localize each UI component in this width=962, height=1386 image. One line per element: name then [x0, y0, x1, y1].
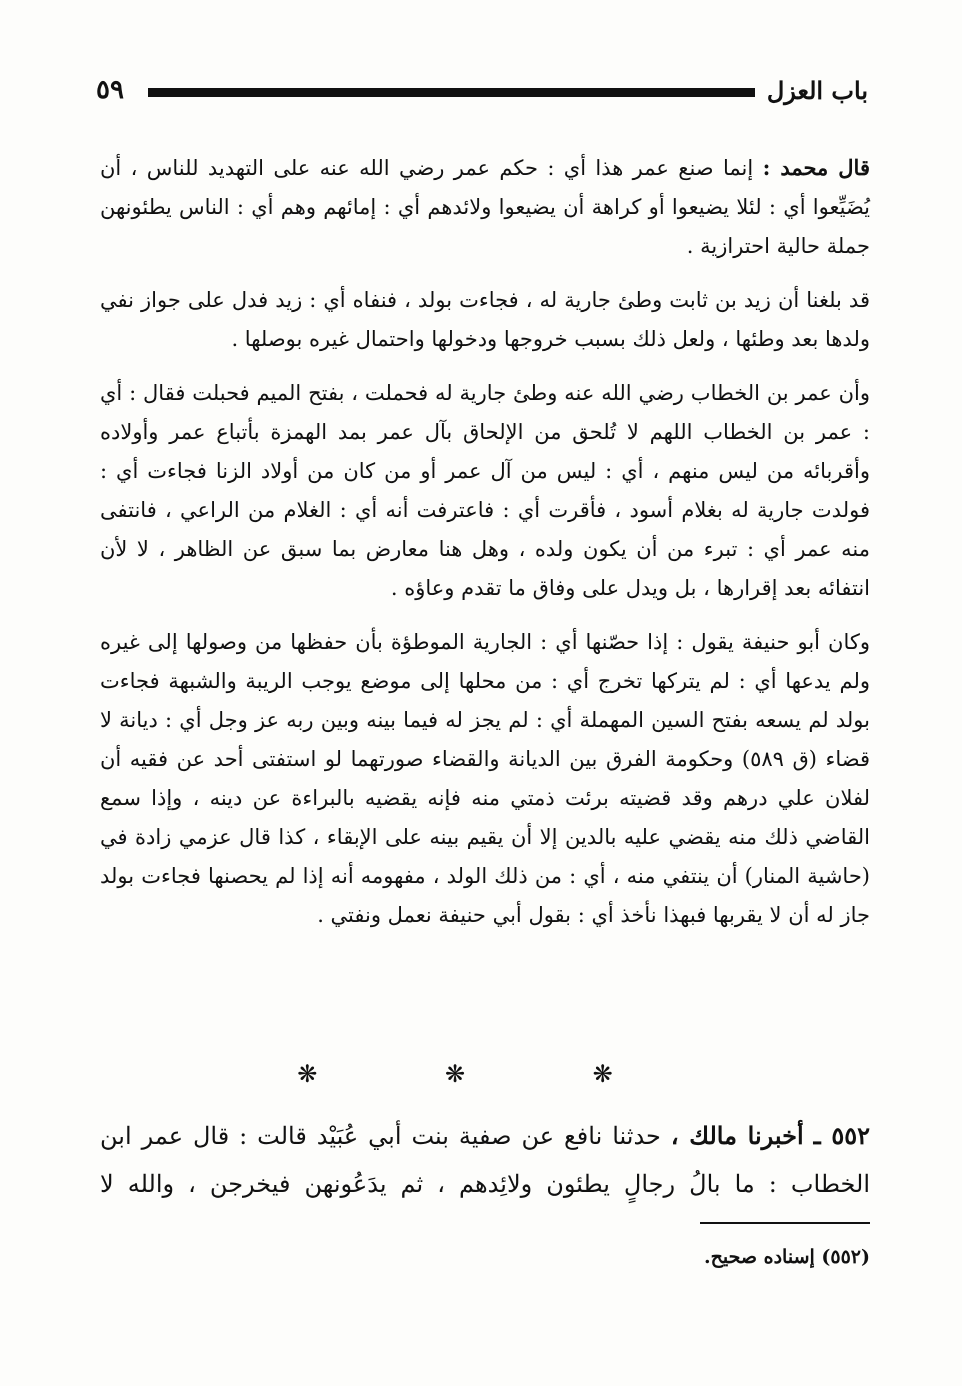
footnote-rule [700, 1222, 870, 1224]
paragraph-text: قد بلغنا أن زيد بن ثابت وطئ جارية له ، فجاءت بولد ، فنفاه أي : زيد فدل على جواز نفي ولدها بعد وطئها ، ولعل ذلك بسبب خروجها ودخولها واحتمال غيره بوصلها . [100, 288, 870, 351]
hadith-text: حدثنا نافع عن صفية بنت أبي عُبَيْد قالت : قال عمر ابن الخطاب : ما بالُ رجالٍ يطئون ولائِدهم ، ثم يدَعُونهن فيخرجن ، والله لا [100, 1122, 870, 1198]
paragraph-3 [100, 374, 870, 608]
page-number: ٥٩ [96, 75, 124, 105]
hadith-number: ٥٥٢ ـ [813, 1121, 870, 1150]
page-header [96, 70, 868, 110]
paragraph-1 [100, 148, 870, 266]
section-separator: ❋ ❋ ❋ [297, 1060, 673, 1088]
paragraph-2 [100, 281, 870, 359]
hadith-552 [100, 1112, 870, 1208]
running-title: باب العزل [766, 75, 868, 105]
header-rule [148, 88, 755, 97]
paragraph-text: وكان أبو حنيفة يقول : إذا حصّنها أي : الجارية الموطؤة بأن حفظها من وصولها إلى غيره ولم يدعها أي : لم يتركها تخرج أي : من محلها إلى موضع يوجب الريبة والشبهة فجاءت بولد لم يسعه بفتح السين المهملة أي : لم يجز له فيما بينه وبين ربه عز وجل أي : ديانة لا قضاء (ق ٥٨٩) وحكومة الفرق بين الديانة والقضاء صورتهما لو استفتى أحد عن فقيه أن لفلان علي درهم وقد قضيته برئت ذمتي منه فإنه يقضيه بالبراءة عن دينه ، وإذا سمع القاضي ذلك منه يقضي عليه بالدين إلا أن يقيم بينه على الإبقاء ، كذا قال عزمي زادة في (حاشية المنار) أن ينتفي منه ، أي : من ذلك الولد ، مفهومه أنه إذا لم يحصنها فجاءت بولد جاز له أن لا يقربها فبهذا نأخذ أي : بقول أبي حنيفة نعمل ونفتي . [100, 630, 871, 927]
paragraph-text: وأن عمر بن الخطاب رضي الله عنه وطئ جارية له فحملت ، بفتح الميم فحبلت فقال : أي : عمر بن الخطاب اللهم لا تُلحق من الإلحاق بآل عمر بمد الهمزة بأتباع عمر وأولاده وأقربائه من ليس منهم ، أي : ليس من آل عمر أو من كان من أولاد الزنا فجاءت أي : فولدت جارية له بغلام أسود ، فأقرت أي : فاعترفت أنه أي : الغلام من الراعي ، فانتفى منه عمر أي : تبرء من أن يكون ولده ، وهل هنا معارض بما سبق عن الظاهر ، لا لأن انتفائه بعد إقرارها ، بل ويدل على وفاق ما تقدم وعاؤه . [100, 381, 870, 600]
commentary-body [100, 148, 870, 950]
footnote: (٥٥٢) إسناده صحيح. [704, 1246, 870, 1268]
hadith-lead: أخبرنا مالك ، [670, 1121, 804, 1150]
paragraph-4 [100, 623, 870, 935]
paragraph-lead: قال محمد : [762, 155, 870, 180]
paragraph-text: إنما صنع عمر هذا أي : حكم عمر رضي الله عنه على التهديد للناس ، أن يُضَيِّعوا أي : لئلا يضيعوا أو كراهة أن يضيعوا ولائدهم أي : إمائهم وهم أي : الناس يطئونهن جملة حالية احترازية . [100, 156, 870, 258]
